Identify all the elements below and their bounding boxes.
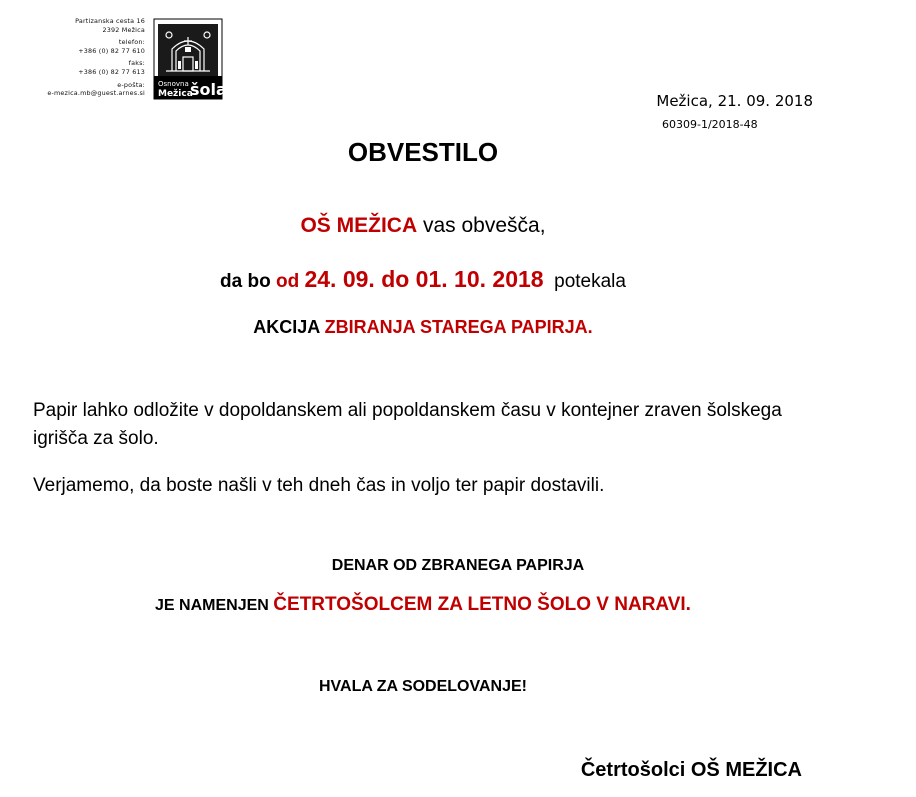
email-address: e-mezica.mb@guest.arnes.si — [47, 89, 145, 98]
svg-text:Osnovna: Osnovna — [158, 80, 189, 88]
notice-line-school — [0, 214, 846, 238]
signature: Četrtošolci OŠ MEŽICA — [580, 759, 802, 781]
address-city: 2392 Mežica — [102, 25, 145, 34]
action-label: AKCIJA — [253, 317, 320, 337]
fax-number: +386 (0) 82 77 613 — [78, 67, 145, 76]
that-it-will-text: da bo — [220, 271, 271, 292]
action-name: ZBIRANJA STAREGA PAPIRJA. — [324, 317, 593, 337]
date-range: 24. 09. do 01. 10. 2018 — [304, 266, 544, 292]
address-street: Partizanska cesta 16 — [75, 17, 145, 25]
letter-date: Mežica, 21. 09. 2018 — [656, 92, 813, 110]
purpose-prefix: JE NAMENJEN — [155, 597, 269, 614]
from-text: od — [275, 271, 300, 292]
take-place-text: potekala — [554, 271, 626, 292]
document-title: OBVESTILO — [347, 137, 499, 167]
notice-line-dates — [0, 266, 846, 293]
body-paragraph-2: Verjamemo, da boste našli v teh dneh čas in voljo ter papir dostavili. — [33, 475, 605, 496]
svg-text:šola: šola — [190, 80, 227, 99]
thanks-text: HVALA ZA SODELOVANJE! — [318, 678, 527, 695]
purpose-line-2 — [0, 594, 846, 616]
svg-text:Mežica: Mežica — [158, 89, 193, 99]
purpose-line-1: DENAR OD ZBRANEGA PAPIRJA — [331, 557, 585, 574]
notice-line-action — [0, 317, 846, 338]
reference-number: 60309-1/2018-48 — [662, 118, 758, 131]
school-name: OŠ MEŽICA — [300, 214, 418, 237]
letterhead-contact — [20, 17, 145, 98]
phone-number: +386 (0) 82 77 610 — [78, 46, 145, 55]
fax-label: faks: — [128, 59, 145, 68]
email-label: e-pošta: — [117, 80, 145, 89]
phone-label: telefon: — [118, 38, 145, 47]
purpose-highlight: ČETRTOŠOLCEM ZA LETNO ŠOLO V NARAVI. — [273, 594, 691, 615]
body-paragraph-1: Papir lahko odložite v dopoldanskem ali popoldanskem času v kontejner zraven šolskega igrišča za šolo. — [33, 400, 782, 449]
school-logo — [154, 19, 227, 99]
informs-text: vas obvešča, — [422, 214, 546, 237]
